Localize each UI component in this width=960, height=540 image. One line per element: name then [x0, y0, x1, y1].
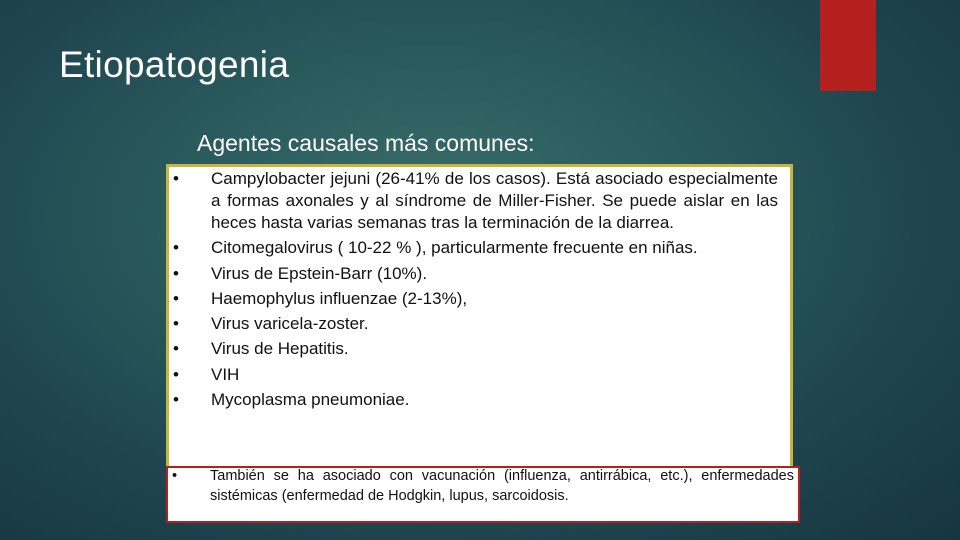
- list-item-text: Citomegalovirus ( 10-22 % ), particularmente frecuente en niñas.: [211, 238, 698, 258]
- list-item: [169, 263, 790, 285]
- associations-box: [166, 466, 800, 523]
- associations-list: [168, 466, 798, 506]
- list-item: [169, 313, 790, 335]
- list-item-text: También se ha asociado con vacunación (influenza, antirrábica, etc.), enfermedades sistémicas (enfermedad de Hodgkin, lupus, sarcoidosis.: [210, 468, 794, 504]
- list-item-text: Campylobacter jejuni (26-41% de los casos). Está asociado especialmente a formas axonales y al síndrome de Miller-Fisher. Se puede aislar en las heces hasta varias semanas tras la terminación de la diarrea.: [211, 169, 778, 232]
- bullet-icon: •: [173, 263, 179, 283]
- list-item: [169, 389, 790, 411]
- list-item: [169, 338, 790, 360]
- list-item: [169, 168, 790, 234]
- list-item: [169, 237, 790, 259]
- list-item: [168, 466, 798, 506]
- list-item-text: Virus varicela-zoster.: [211, 314, 369, 334]
- list-item-text: Mycoplasma pneumoniae.: [211, 390, 410, 410]
- slide-title: Etiopatogenia: [59, 44, 290, 85]
- list-item: [169, 288, 790, 310]
- bullet-icon: •: [173, 314, 179, 334]
- slide-subtitle: Agentes causales más comunes:: [197, 130, 535, 156]
- causal-agents-list: [169, 168, 790, 414]
- list-item-text: Virus de Epstein-Barr (10%).: [211, 263, 428, 283]
- bullet-icon: •: [173, 364, 179, 384]
- bullet-icon: •: [173, 390, 179, 410]
- accent-bar: [820, 0, 876, 91]
- list-item-text: VIH: [211, 364, 240, 384]
- list-item-text: Haemophylus influenzae (2-13%),: [211, 288, 468, 308]
- list-item: [169, 364, 790, 386]
- bullet-icon: •: [173, 169, 179, 188]
- bullet-icon: •: [173, 238, 179, 258]
- causal-agents-box: [166, 164, 793, 469]
- bullet-icon: •: [172, 468, 178, 484]
- bullet-icon: •: [173, 288, 179, 308]
- list-item-text: Virus de Hepatitis.: [211, 339, 349, 359]
- bullet-icon: •: [173, 339, 179, 359]
